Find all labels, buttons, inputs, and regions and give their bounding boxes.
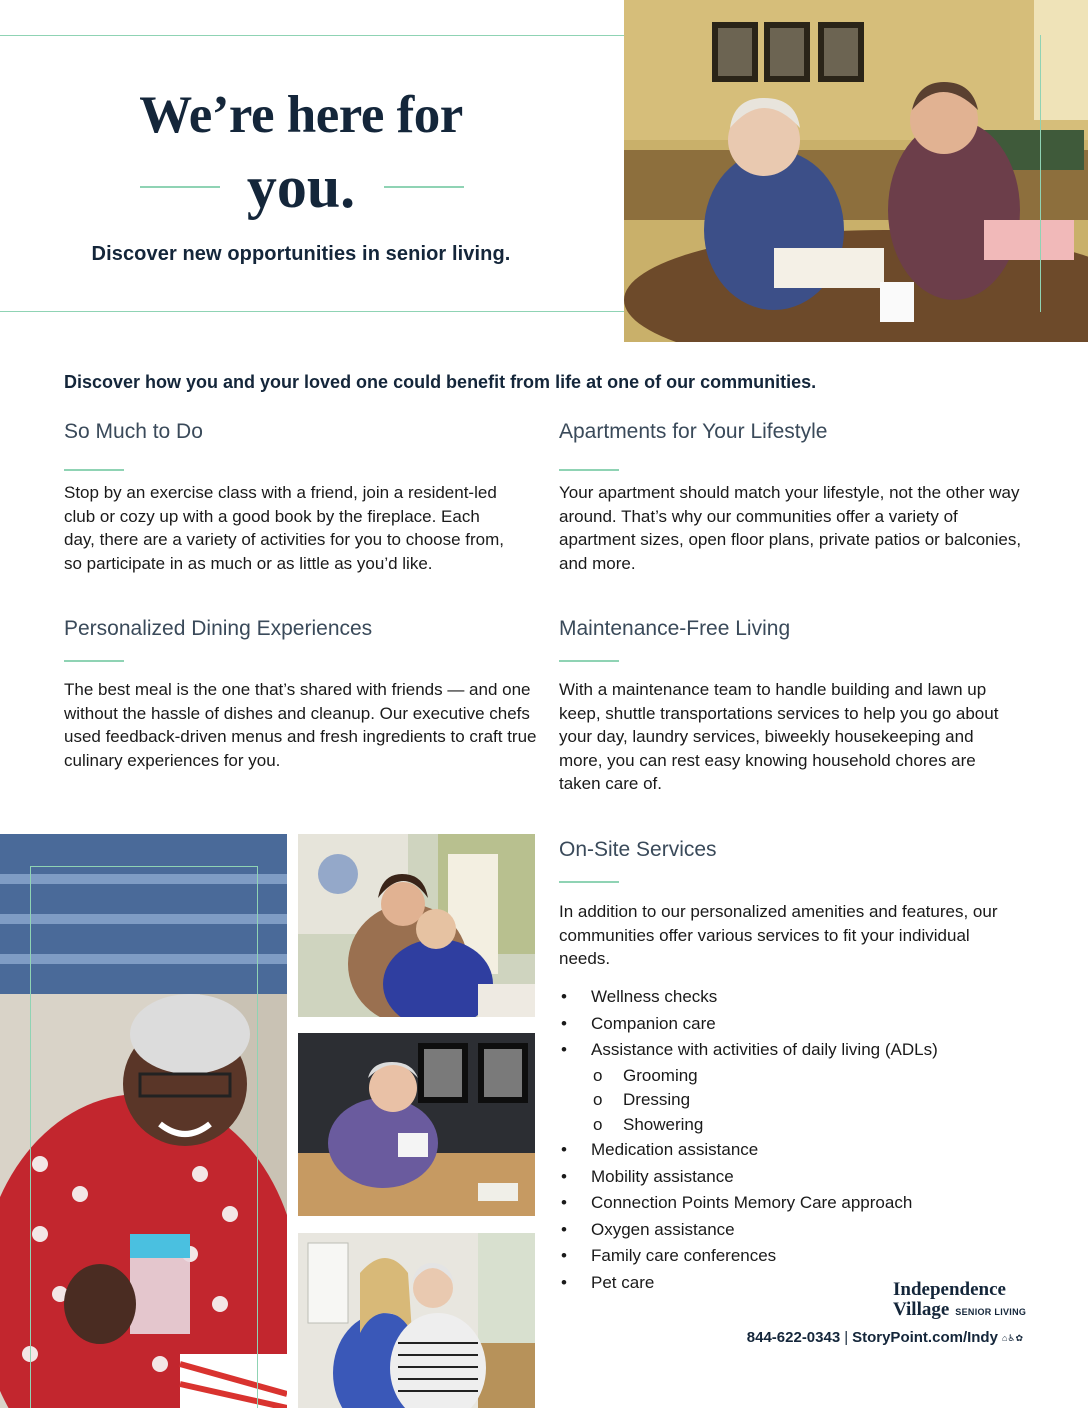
sub-bullet-marker: o [593, 1114, 603, 1134]
section-title-so-much-to-do: So Much to Do [64, 420, 203, 443]
list-item [559, 1011, 1029, 1038]
section-rule-dining [64, 660, 124, 662]
section-rule-apartments [559, 469, 619, 471]
sub-list-item-label: Dressing [623, 1090, 691, 1109]
list-item-label: Oxygen assistance [591, 1219, 735, 1239]
photo-resident-with-staff-hug [298, 834, 535, 1017]
section-body-dining: The best meal is the one that’s shared with friends — and one without the hassle of dishes and cleanup. Our executive chefs used feedback-driven menus and fresh ingredients to craft true culinary experiences for you. [64, 680, 537, 770]
equal-housing-icons: ⌂♿✿ [1001, 1333, 1023, 1344]
list-item [559, 1137, 1029, 1164]
photo-left-frame-line [257, 866, 258, 1408]
photo-resident-playing-cards [298, 1033, 535, 1216]
section-rule-maintenance [559, 660, 619, 662]
list-item-label: Assistance with activities of daily living (ADLs) [591, 1040, 938, 1059]
list-item-label: Medication assistance [591, 1140, 759, 1159]
photo-left-top-frame-line [30, 866, 258, 867]
bullet-marker: • [561, 1040, 567, 1059]
section-title-onsite-services: On-Site Services [559, 838, 717, 861]
hero-right-frame-line [1040, 35, 1041, 312]
list-item [559, 1164, 1029, 1191]
bullet-marker: • [561, 1013, 567, 1033]
photo-resident-smiling-with-drink [0, 834, 287, 1408]
list-item-label: Mobility assistance [591, 1166, 734, 1186]
adl-sub-list [591, 1064, 1029, 1138]
logo-tagline: SENIOR LIVING [955, 1307, 1027, 1317]
sub-bullet-marker: o [593, 1090, 603, 1109]
list-item [559, 1190, 1029, 1217]
section-body-apartments: Your apartment should match your lifestyle, not the other way around. That’s why our communities offer a variety of apartment sizes, open floor plans, private patios or balconies, and more. [559, 483, 1022, 573]
bullet-marker: • [561, 1140, 567, 1159]
onsite-services-list [559, 984, 1029, 1296]
list-item-label: Companion care [591, 1013, 716, 1033]
logo-line1: Independence [893, 1279, 1006, 1300]
list-item [559, 1217, 1029, 1244]
sub-list-item [591, 1088, 1029, 1113]
sub-list-item-label: Grooming [623, 1065, 698, 1085]
sub-bullet-marker: o [593, 1065, 603, 1085]
photo-resident-with-young-woman [298, 1233, 535, 1408]
logo-line2: Village [893, 1299, 950, 1320]
section-rule-so-much-to-do [64, 469, 124, 471]
bullet-marker: • [561, 1246, 567, 1265]
list-item [559, 1037, 1029, 1137]
list-item-label: Family care conferences [591, 1246, 777, 1265]
hero-title-line1: We’re here for [139, 86, 463, 144]
sub-list-item [591, 1064, 1029, 1089]
list-item [559, 984, 1029, 1011]
hero-decor-right-line [384, 186, 464, 188]
section-body-onsite-services: In addition to our personalized amenities and features, our communities offer various services to fit your individual needs. [559, 902, 998, 968]
list-item-label: Pet care [591, 1272, 655, 1292]
contact-separator: | [844, 1329, 849, 1346]
section-body-so-much-to-do: Stop by an exercise class with a friend, join a resident-led club or cozy up with a good book by the fireplace. Each day, there are a variety of activities for you to choose from, so participate in as much or as little as you’d like. [64, 483, 504, 573]
sub-list-item [591, 1113, 1029, 1138]
sub-list-item-label: Showering [623, 1114, 704, 1134]
section-body-maintenance: With a maintenance team to handle building and lawn up keep, shuttle transportations services to help you go about your day, laundry services, biweekly housekeeping and more, you can rest easy knowing household chores are taken care of. [559, 680, 999, 793]
bullet-marker: • [561, 1193, 567, 1212]
hero-photo-residents-painting [624, 0, 1088, 342]
section-rule-onsite-services [559, 881, 619, 883]
list-item [559, 1243, 1029, 1270]
intro-text: Discover how you and your loved one could benefit from life at one of our communities. [64, 372, 817, 392]
bullet-marker: • [561, 1219, 567, 1239]
contact-line [700, 1327, 1023, 1349]
bullet-marker: • [561, 1272, 567, 1292]
list-item-label: Wellness checks [591, 987, 718, 1006]
phone-number[interactable]: 844-622-0343 [746, 1329, 841, 1346]
bullet-marker: • [561, 1166, 567, 1186]
list-item-label: Connection Points Memory Care approach [591, 1193, 913, 1212]
photo-left-inner-frame-line [30, 866, 31, 1408]
section-title-maintenance: Maintenance-Free Living [559, 617, 791, 640]
website-link[interactable]: StoryPoint.com/Indy [852, 1329, 998, 1346]
section-title-apartments: Apartments for Your Lifestyle [559, 420, 828, 443]
independence-village-logo [893, 1280, 1033, 1320]
hero-title-line2: you. [246, 154, 356, 220]
bullet-marker: • [561, 987, 567, 1006]
hero-subtitle: Discover new opportunities in senior living. [91, 243, 511, 265]
section-title-dining: Personalized Dining Experiences [64, 617, 373, 640]
